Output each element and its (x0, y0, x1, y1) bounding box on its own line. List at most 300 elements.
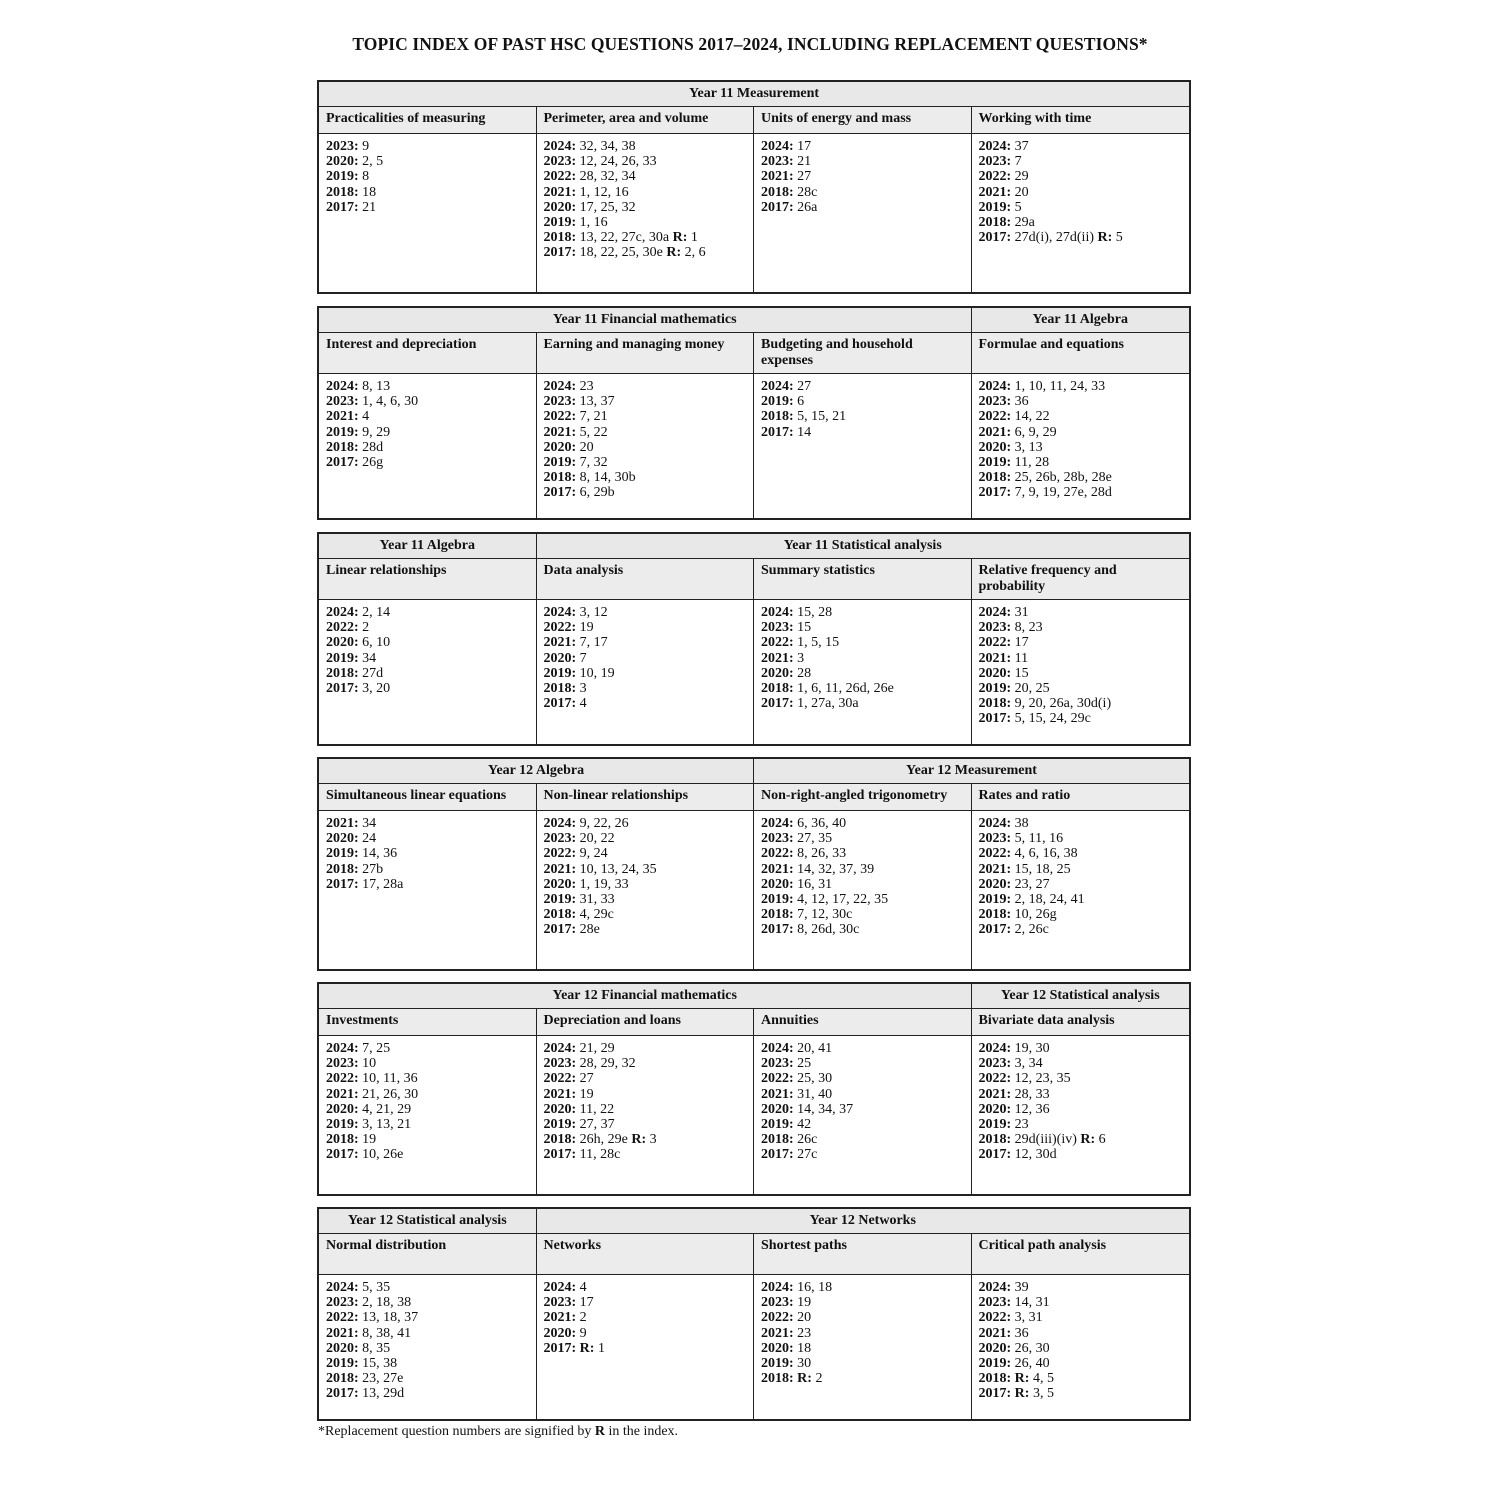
exam-year: 2023: (543, 394, 577, 410)
question-numbers: 8, 23 (1014, 620, 1043, 636)
question-numbers: 5, 15, 24, 29c (1014, 711, 1091, 727)
question-entry (544, 1041, 747, 1056)
topic-table (317, 1207, 1191, 1421)
question-numbers: 25 (797, 1056, 812, 1072)
question-numbers: 15, 18, 25 (1014, 861, 1071, 877)
question-numbers: 2, 26c (1014, 922, 1049, 938)
question-numbers: 10, 13, 24, 35 (579, 861, 657, 877)
question-numbers: 4, 6, 16, 38 (1014, 846, 1078, 862)
question-entry (761, 696, 964, 711)
question-numbers: 26, 40 (1014, 1356, 1050, 1372)
exam-year: 2024: (978, 379, 1012, 394)
question-numbers: 17, 25, 32 (579, 199, 636, 215)
question-numbers: 11, 28c (579, 1147, 621, 1163)
footnote-marker: R (594, 1424, 605, 1439)
question-entry (544, 485, 747, 500)
exam-year: 2024: (543, 816, 577, 831)
question-numbers: 4, 21, 29 (362, 1101, 412, 1117)
topic-title: Summary statistics (754, 559, 972, 599)
question-entry (979, 1341, 1183, 1356)
topic-title-row (319, 1234, 1189, 1275)
exam-year: 2018: (761, 681, 794, 697)
topic-title: Rates and ratio (978, 788, 1071, 803)
question-numbers: 29d(iii)(iv) (1014, 1132, 1077, 1148)
exam-year: 2018: (761, 409, 794, 425)
exam-year: 2018: (761, 184, 794, 200)
question-entry (979, 907, 1183, 922)
exam-year: 2018: (761, 907, 794, 923)
question-entry (544, 394, 747, 409)
question-entry (326, 409, 529, 424)
question-entry (761, 139, 964, 154)
question-numbers: 7 (579, 650, 587, 666)
topic-title: Earning and managing money (537, 333, 755, 373)
question-entry (979, 215, 1183, 230)
exam-year: 2023: (761, 620, 794, 636)
exam-year: 2020: (543, 1325, 577, 1341)
exam-year: 2021: (543, 635, 577, 651)
topic-title: Relative frequency and probability (978, 563, 1117, 594)
exam-year: 2024: (543, 1041, 577, 1056)
question-numbers: 26g (362, 455, 384, 471)
exam-year: 2020: (761, 665, 794, 681)
question-entry (761, 1132, 964, 1147)
question-numbers: 16, 18 (797, 1280, 833, 1295)
exam-year: 2023: (978, 831, 1012, 847)
question-numbers: 23, 27 (1014, 876, 1050, 892)
exam-year: 2023: (978, 1056, 1012, 1072)
exam-year: 2021: (761, 650, 794, 666)
topic-title: Practicalities of measuring (319, 107, 537, 133)
question-numbers: 9 (579, 1325, 587, 1341)
footnote (318, 1424, 678, 1440)
question-entry (761, 635, 964, 650)
question-entry (761, 620, 964, 635)
question-entry (761, 379, 964, 394)
section-header-row (319, 308, 1189, 333)
question-list (754, 1275, 972, 1419)
section-header-row (319, 1209, 1189, 1234)
question-entry (761, 681, 964, 696)
question-numbers: 19 (579, 620, 594, 636)
question-numbers: 19 (362, 1132, 377, 1148)
question-numbers: 6, 9, 29 (1014, 424, 1057, 440)
exam-year: 2023: (978, 394, 1012, 410)
question-numbers: 14, 22 (1014, 409, 1050, 425)
exam-year: 2019: (326, 424, 359, 440)
topic-title: Normal distribution (319, 1234, 537, 1274)
question-numbers: 9, 29 (362, 424, 391, 440)
question-numbers: 2, 18, 38 (362, 1295, 412, 1311)
exam-year: 2017: (761, 696, 794, 712)
question-list-row (319, 600, 1189, 744)
exam-year: 2023: (326, 1295, 359, 1311)
question-entry (326, 185, 529, 200)
question-numbers: 12, 23, 35 (1014, 1071, 1071, 1087)
exam-year: 2024: (543, 605, 577, 620)
question-numbers: 8, 14, 30b (579, 470, 636, 486)
exam-year: 2019: (761, 892, 794, 908)
question-list (972, 1275, 1190, 1419)
exam-year: 2019: (543, 665, 577, 681)
question-entry (544, 185, 747, 200)
question-numbers: 2, 18, 24, 41 (1014, 892, 1085, 908)
question-numbers: 28c (797, 184, 818, 200)
exam-year: 2022: (543, 169, 577, 185)
question-entry (326, 620, 529, 635)
question-entry (979, 1071, 1183, 1086)
section-header: Year 12 Algebra (319, 759, 754, 783)
section-header: Year 11 Statistical analysis (783, 538, 942, 553)
question-entry (979, 1117, 1183, 1132)
question-numbers: 32, 34, 38 (579, 139, 636, 154)
question-numbers: 13, 18, 37 (362, 1310, 419, 1326)
question-entry (326, 425, 529, 440)
exam-year: 2017: (543, 1340, 577, 1356)
question-numbers: 12, 36 (1014, 1101, 1050, 1117)
question-entry (979, 831, 1183, 846)
question-entry (979, 1132, 1183, 1147)
exam-year: 2018: (326, 861, 359, 877)
question-numbers: 5, 15, 21 (797, 409, 847, 425)
exam-year: 2023: (326, 394, 359, 410)
question-entry (761, 605, 964, 620)
question-list (319, 134, 537, 292)
section-header: Year 12 Financial mathematics (319, 984, 972, 1008)
exam-year: 2017: (326, 876, 359, 892)
exam-year: 2017: (978, 485, 1012, 501)
question-numbers: 20, 22 (579, 831, 615, 847)
exam-year: 2019: (326, 650, 359, 666)
exam-year: 2019: (326, 1356, 359, 1372)
exam-year: 2017: (761, 199, 794, 215)
exam-year: 2017: (543, 1147, 577, 1163)
exam-year: 2020: (978, 665, 1012, 681)
exam-year: 2022: (978, 635, 1012, 651)
question-list (754, 811, 972, 969)
exam-year: 2021: (978, 861, 1012, 877)
exam-year: 2024: (326, 1280, 359, 1295)
section-header: Year 11 Measurement (688, 86, 820, 101)
question-numbers: 12, 30d (1014, 1147, 1057, 1163)
topic-title: Units of energy and mass (754, 107, 972, 133)
question-numbers: 17, 28a (362, 876, 404, 892)
question-numbers: 28d (362, 439, 384, 455)
exam-year: 2018: (543, 230, 577, 246)
question-numbers: 28e (579, 922, 600, 938)
question-list (319, 1036, 537, 1194)
exam-year: 2022: (978, 1310, 1012, 1326)
replacement-marker: R: (631, 1132, 647, 1148)
question-entry (761, 394, 964, 409)
question-numbers: 27 (579, 1071, 594, 1087)
question-numbers: 3, 13 (1014, 439, 1043, 455)
question-entry (979, 711, 1183, 726)
question-numbers: 31 (1014, 605, 1029, 620)
exam-year: 2024: (761, 605, 794, 620)
question-entry (979, 1326, 1183, 1341)
replacement-numbers: 6 (1098, 1132, 1106, 1148)
question-numbers: 38 (1014, 816, 1029, 831)
topic-title-row (319, 107, 1189, 134)
exam-year: 2019: (978, 681, 1012, 697)
question-entry (979, 1147, 1183, 1162)
question-numbers: 15 (1014, 665, 1029, 681)
question-numbers: 11, 28 (1014, 455, 1050, 471)
question-numbers: 27 (797, 379, 812, 394)
exam-year: 2022: (761, 846, 794, 862)
question-list-row (319, 1275, 1189, 1419)
question-entry (761, 169, 964, 184)
question-entry (761, 1102, 964, 1117)
question-numbers: 21 (362, 199, 377, 215)
topic-title: Perimeter, area and volume (537, 107, 755, 133)
question-numbers: 25, 30 (797, 1071, 833, 1087)
question-entry (761, 185, 964, 200)
question-entry (979, 455, 1183, 470)
exam-year: 2019: (978, 1117, 1012, 1133)
question-entry (544, 1102, 747, 1117)
question-entry (544, 1071, 747, 1086)
exam-year: 2022: (543, 620, 577, 636)
question-numbers: 29a (1014, 215, 1035, 231)
question-entry (979, 139, 1183, 154)
question-entry (761, 1087, 964, 1102)
question-entry (326, 154, 529, 169)
question-numbers: 36 (1014, 394, 1029, 410)
exam-year: 2019: (543, 455, 577, 471)
topic-title-row (319, 333, 1189, 374)
exam-year: 2023: (978, 620, 1012, 636)
exam-year: 2024: (761, 816, 794, 831)
question-numbers: 23, 27e (362, 1371, 404, 1387)
exam-year: 2017: (978, 711, 1012, 727)
question-list (972, 374, 1190, 518)
exam-year: 2021: (978, 650, 1012, 666)
question-entry (326, 169, 529, 184)
exam-year: 2020: (761, 876, 794, 892)
question-entry (326, 1147, 529, 1162)
exam-year: 2018: (978, 1132, 1012, 1148)
question-numbers: 1, 4, 6, 30 (362, 394, 419, 410)
question-entry (979, 892, 1183, 907)
question-entry (979, 1087, 1183, 1102)
question-entry (761, 200, 964, 215)
question-entry (326, 877, 529, 892)
replacement-marker: R: (1014, 1386, 1030, 1402)
question-numbers: 18 (797, 1340, 812, 1356)
question-numbers: 7, 32 (579, 455, 608, 471)
question-list (972, 134, 1190, 292)
question-numbers: 42 (797, 1117, 812, 1133)
section-header-row (319, 534, 1189, 559)
section-header: Year 12 Networks (809, 1213, 916, 1228)
exam-year: 2017: (761, 922, 794, 938)
question-entry (544, 1087, 747, 1102)
question-entry (544, 425, 747, 440)
question-numbers: 21, 29 (579, 1041, 615, 1056)
question-entry (544, 455, 747, 470)
question-list-row (319, 811, 1189, 969)
exam-year: 2024: (761, 1041, 794, 1056)
question-entry (761, 1371, 964, 1386)
question-numbers: 1, 16 (579, 215, 608, 231)
question-entry (979, 1102, 1183, 1117)
exam-year: 2021: (326, 1325, 359, 1341)
question-entry (544, 1341, 747, 1356)
question-entry (761, 1041, 964, 1056)
question-entry (544, 831, 747, 846)
question-entry (326, 862, 529, 877)
section-header: Year 11 Financial mathematics (319, 308, 972, 332)
exam-year: 2023: (761, 1056, 794, 1072)
exam-year: 2018: (326, 1132, 359, 1148)
question-numbers: 31, 33 (579, 892, 615, 908)
question-numbers: 1, 6, 11, 26d, 26e (797, 681, 894, 697)
question-entry (979, 1041, 1183, 1056)
question-numbers: 8, 13 (362, 379, 391, 394)
question-entry (761, 1117, 964, 1132)
question-entry (979, 1371, 1183, 1386)
section-header-row (319, 984, 1189, 1009)
question-numbers: 10, 19 (579, 665, 615, 681)
exam-year: 2019: (326, 846, 359, 862)
question-entry (979, 605, 1183, 620)
question-entry (544, 877, 747, 892)
question-entry (979, 922, 1183, 937)
exam-year: 2018: (543, 1132, 577, 1148)
question-entry (544, 139, 747, 154)
question-numbers: 28, 32, 34 (579, 169, 636, 185)
question-entry (326, 1341, 529, 1356)
question-list (972, 1036, 1190, 1194)
question-entry (326, 440, 529, 455)
exam-year: 2018: (978, 696, 1012, 712)
question-entry (544, 696, 747, 711)
question-entry (326, 1371, 529, 1386)
question-entry (544, 440, 747, 455)
question-numbers: 18 (362, 184, 377, 200)
question-list (537, 1275, 755, 1419)
question-entry (544, 245, 747, 260)
question-list (319, 1275, 537, 1419)
exam-year: 2018: (978, 1371, 1012, 1387)
question-entry (544, 1117, 747, 1132)
question-numbers: 4, 12, 17, 22, 35 (797, 892, 889, 908)
question-numbers: 15, 28 (797, 605, 833, 620)
question-entry (326, 139, 529, 154)
question-entry (979, 185, 1183, 200)
exam-year: 2023: (761, 154, 794, 170)
question-entry (761, 1071, 964, 1086)
question-numbers: 5, 11, 16 (1014, 831, 1064, 847)
question-numbers: 5, 22 (579, 424, 608, 440)
question-numbers: 10, 11, 36 (362, 1071, 418, 1087)
question-numbers: 39 (1014, 1280, 1029, 1295)
exam-year: 2021: (978, 184, 1012, 200)
question-entry (979, 1356, 1183, 1371)
exam-year: 2018: (326, 184, 359, 200)
exam-year: 2018: (326, 665, 359, 681)
exam-year: 2022: (978, 409, 1012, 425)
topic-title: Shortest paths (754, 1234, 972, 1274)
question-list (537, 374, 755, 518)
topic-title: Linear relationships (319, 559, 537, 599)
exam-year: 2018: (978, 215, 1012, 231)
exam-year: 2022: (326, 1310, 359, 1326)
question-numbers: 3, 20 (362, 681, 391, 697)
exam-year: 2024: (761, 1280, 794, 1295)
question-entry (979, 816, 1183, 831)
question-entry (979, 846, 1183, 861)
question-numbers: 4 (579, 696, 587, 712)
question-entry (979, 696, 1183, 711)
question-numbers: 14, 34, 37 (797, 1101, 854, 1117)
question-numbers: 11, 22 (579, 1101, 615, 1117)
topic-table (317, 306, 1191, 520)
question-list (537, 811, 755, 969)
question-entry (979, 1386, 1183, 1401)
topic-title: Non-linear relationships (537, 784, 755, 810)
exam-year: 2024: (978, 1041, 1012, 1056)
exam-year: 2018: (543, 681, 577, 697)
exam-year: 2019: (978, 199, 1012, 215)
exam-year: 2019: (978, 455, 1012, 471)
exam-year: 2024: (543, 139, 577, 154)
footnote-prefix: *Replacement question numbers are signified by (318, 1424, 592, 1439)
question-numbers: 4 (579, 1280, 587, 1295)
question-numbers: 7, 12, 30c (797, 907, 853, 923)
exam-year: 2020: (326, 154, 359, 170)
question-entry (761, 1056, 964, 1071)
exam-year: 2017: (543, 245, 577, 261)
question-list (537, 1036, 755, 1194)
question-numbers: 23 (797, 1325, 812, 1341)
question-numbers: 2, 14 (362, 605, 391, 620)
question-numbers: 25, 26b, 28b, 28e (1014, 470, 1112, 486)
question-numbers: 21, 26, 30 (362, 1086, 419, 1102)
question-entry (326, 605, 529, 620)
exam-year: 2017: (326, 1386, 359, 1402)
question-numbers: 1, 10, 11, 24, 33 (1014, 379, 1106, 394)
exam-year: 2022: (761, 1310, 794, 1326)
exam-year: 2024: (326, 1041, 359, 1056)
page-title: TOPIC INDEX OF PAST HSC QUESTIONS 2017–2024, INCLUDING REPLACEMENT QUESTIONS* (352, 34, 1148, 54)
topic-title: Working with time (978, 111, 1092, 126)
exam-year: 2019: (543, 892, 577, 908)
question-numbers: 9, 20, 26a, 30d(i) (1014, 696, 1112, 712)
question-numbers: 8 (362, 169, 370, 185)
replacement-marker: R: (1014, 1371, 1030, 1387)
replacement-numbers: 1 (690, 230, 698, 246)
question-entry (544, 154, 747, 169)
topic-title-row (319, 1009, 1189, 1036)
question-entry (544, 605, 747, 620)
question-numbers: 18, 22, 25, 30e (579, 245, 663, 261)
question-entry (761, 425, 964, 440)
question-list-row (319, 134, 1189, 292)
question-entry (326, 1326, 529, 1341)
question-entry (979, 877, 1183, 892)
exam-year: 2022: (543, 846, 577, 862)
question-entry (326, 1280, 529, 1295)
exam-year: 2022: (761, 635, 794, 651)
question-list-row (319, 1036, 1189, 1194)
exam-year: 2022: (761, 1071, 794, 1087)
exam-year: 2018: (761, 1371, 794, 1387)
question-entry (979, 620, 1183, 635)
question-entry (544, 922, 747, 937)
